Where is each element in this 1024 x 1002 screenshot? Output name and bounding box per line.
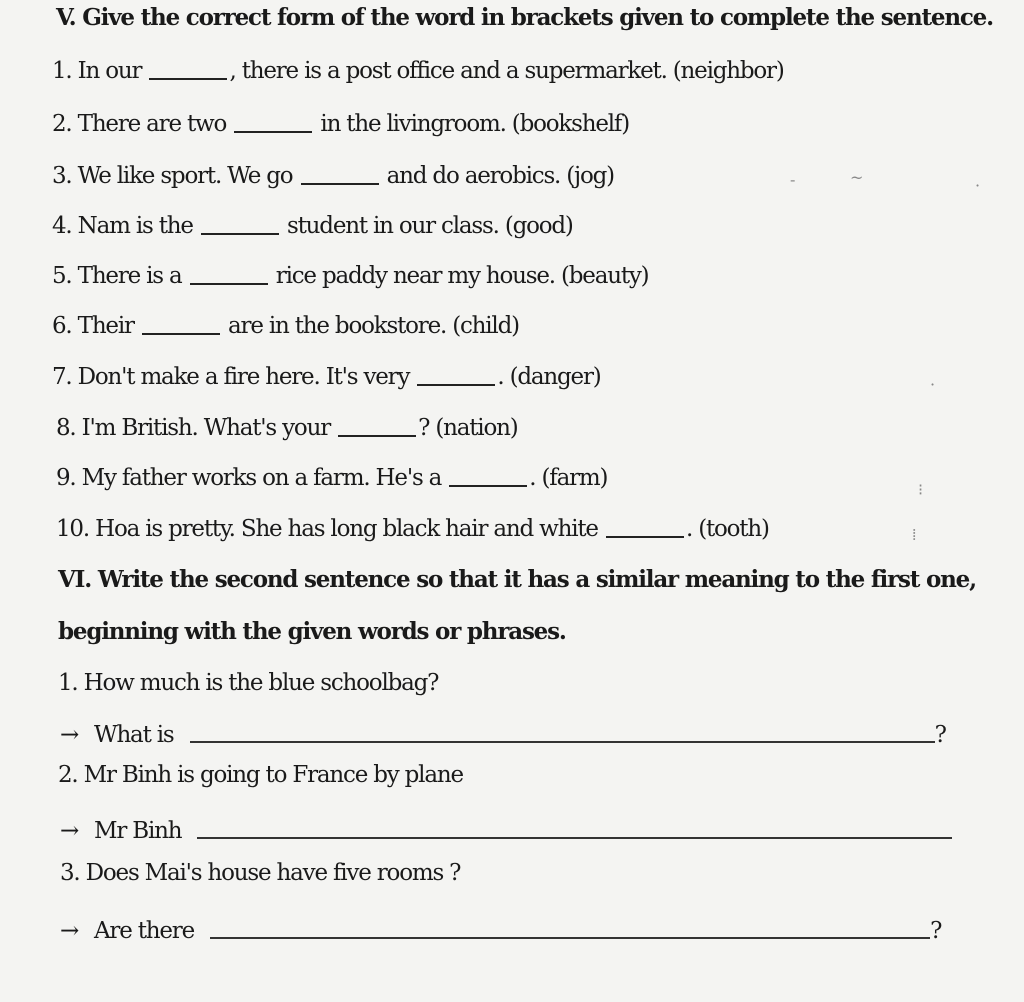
item-text-after: student in our class. (good)	[287, 213, 573, 239]
rewrite-prompt-1: 1. How much is the blue schoolbag?	[58, 670, 439, 696]
item-number: 2.	[52, 111, 72, 137]
item-number: 7.	[52, 364, 72, 390]
arrow-icon: →	[60, 722, 79, 748]
section-6-heading: VI. Write the second sentence so that it has a similar meaning to the first one,	[58, 566, 976, 593]
scan-speck: ·	[930, 375, 936, 394]
exercise-item-4	[52, 215, 573, 238]
answer-blank[interactable]	[338, 435, 416, 437]
item-text-after: rice paddy near my house. (beauty)	[275, 263, 649, 289]
scan-speck: ·	[975, 176, 981, 195]
item-text-after: and do aerobics. (jog)	[386, 163, 614, 189]
scan-speck: ⁝	[918, 480, 924, 499]
rewrite-prompt-3: 3. Does Mai's house have five rooms ?	[60, 860, 461, 886]
item-text-before: My father works on a farm. He's a	[81, 465, 442, 491]
item-text-after: . (farm)	[529, 465, 608, 491]
item-text-after: in the livingroom. (bookshelf)	[320, 111, 629, 137]
answer-blank[interactable]	[190, 283, 268, 285]
item-text-after: , there is a post office and a supermarket. (neighbor)	[229, 58, 784, 84]
item-number: 9.	[56, 465, 76, 491]
item-text-before: Hoa is pretty. She has long black hair and white	[95, 516, 598, 542]
item-text-after: are in the bookstore. (child)	[228, 313, 519, 339]
rewrite-answer-2	[60, 820, 952, 843]
item-text-before: Nam is the	[77, 213, 193, 239]
answer-blank[interactable]	[142, 333, 220, 335]
answer-blank[interactable]	[606, 536, 684, 538]
item-text-after: . (tooth)	[685, 516, 769, 542]
item-number: 10.	[56, 516, 89, 542]
item-text-after: ? (nation)	[418, 415, 518, 441]
answer-start: What is	[94, 722, 174, 748]
answer-blank[interactable]	[417, 384, 495, 386]
exercise-item-5	[52, 265, 648, 288]
exercise-item-9	[56, 467, 607, 490]
arrow-icon: →	[60, 918, 79, 944]
item-text-before: Don't make a fire here. It's very	[77, 364, 410, 390]
answer-line[interactable]	[197, 837, 952, 839]
answer-end: ?	[930, 918, 942, 944]
scan-speck: ⁞	[912, 525, 917, 544]
item-text-before: There are two	[77, 111, 227, 137]
item-text-before: There is a	[77, 263, 182, 289]
exercise-item-10	[56, 518, 769, 541]
item-text-before: We like sport. We go	[77, 163, 293, 189]
rewrite-answer-1	[60, 724, 946, 747]
exercise-item-7	[52, 366, 601, 389]
answer-blank[interactable]	[301, 183, 379, 185]
exercise-item-1	[52, 60, 784, 83]
answer-start: Mr Binh	[94, 818, 182, 844]
answer-line[interactable]	[210, 937, 930, 939]
item-text-before: In our	[77, 58, 142, 84]
rewrite-answer-3	[60, 920, 941, 943]
answer-blank[interactable]	[201, 233, 279, 235]
item-number: 1.	[52, 58, 72, 84]
item-number: 5.	[52, 263, 72, 289]
item-number: 6.	[52, 313, 72, 339]
answer-blank[interactable]	[149, 78, 227, 80]
arrow-icon: →	[60, 818, 79, 844]
exercise-item-2	[52, 113, 629, 136]
exercise-item-8	[56, 417, 517, 440]
rewrite-prompt-2: 2. Mr Binh is going to France by plane	[58, 762, 463, 788]
item-text-after: . (danger)	[497, 364, 601, 390]
answer-blank[interactable]	[234, 131, 312, 133]
item-text-before: I'm British. What's your	[81, 415, 330, 441]
item-number: 3.	[52, 163, 72, 189]
scan-speck: -	[790, 170, 796, 189]
item-number: 8.	[56, 415, 76, 441]
section-5-heading: V. Give the correct form of the word in brackets given to complete the sentence.	[56, 4, 993, 31]
answer-start: Are there	[94, 918, 194, 944]
section-6-heading-continued: beginning with the given words or phrases.	[58, 618, 566, 645]
exercise-item-3	[52, 165, 614, 188]
exercise-item-6	[52, 315, 519, 338]
answer-end: ?	[934, 722, 946, 748]
scan-speck: ~	[850, 168, 864, 187]
answer-line[interactable]	[190, 741, 935, 743]
item-number: 4.	[52, 213, 72, 239]
item-text-before: Their	[77, 313, 134, 339]
answer-blank[interactable]	[449, 485, 527, 487]
